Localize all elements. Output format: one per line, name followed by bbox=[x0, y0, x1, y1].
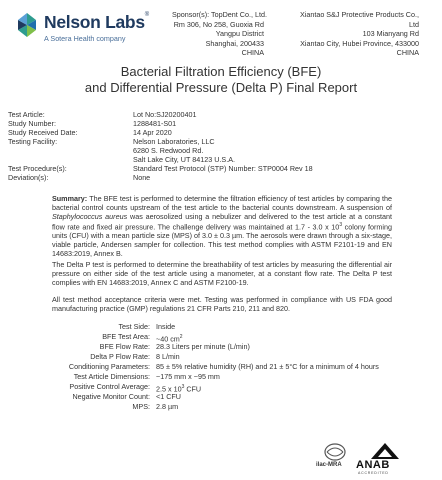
test-article-label: Test Article: bbox=[8, 110, 45, 119]
conditioning-label: Conditioning Parameters: bbox=[68, 362, 150, 371]
positive-control-exponent: 3 bbox=[181, 384, 185, 390]
client-line: CHINA bbox=[396, 48, 419, 58]
anab-accredited-label: ACCREDITED bbox=[358, 471, 389, 475]
brand-tagline: A Sotera Health company bbox=[44, 34, 126, 43]
testing-facility-label: Testing Facility: bbox=[8, 137, 58, 146]
bfe-flow-rate-label: BFE Flow Rate: bbox=[99, 342, 150, 351]
nelson-labs-logo bbox=[14, 10, 164, 48]
test-area-label: BFE Test Area: bbox=[102, 332, 150, 341]
summary-exponent: 3 bbox=[339, 222, 343, 228]
brand-name: Nelson Labs® bbox=[44, 12, 149, 32]
received-date-value: 14 Apr 2020 bbox=[133, 128, 172, 137]
testing-facility-street: 6280 S. Redwood Rd. bbox=[133, 146, 204, 155]
positive-control-label: Positive Control Average: bbox=[69, 382, 150, 391]
mps-value: 2.8 µm bbox=[156, 402, 179, 411]
accreditation-logos bbox=[316, 442, 426, 476]
summary-heading: Summary: bbox=[52, 194, 88, 203]
positive-control-number: 2.5 x 10 bbox=[156, 384, 182, 394]
dimensions-value: ~175 mm x ~95 mm bbox=[156, 372, 220, 381]
summary-text-c: colony forming units (CFU) with a mean particle size (MPS) of 3.0 ± 0.3 µm. The aerosols were drawn through a six-stage, viable particle, Andersen sampler for collection. This test method complies with ASTM F2101-19 and EN 14683:2019, Annex B. bbox=[52, 222, 393, 259]
client-address bbox=[284, 10, 419, 58]
report-title-line1: Bacterial Filtration Efficiency (BFE) bbox=[120, 64, 322, 79]
test-procedure-value: Standard Test Protocol (STP) Number: STP0004 Rev 18 bbox=[133, 164, 313, 173]
report-title bbox=[0, 64, 442, 96]
test-area-exponent: 2 bbox=[179, 334, 183, 340]
report-title-line2: and Differential Pressure (Delta P) Final Report bbox=[84, 80, 358, 95]
delta-p-flow-rate-label: Delta P Flow Rate: bbox=[90, 352, 150, 361]
acceptance-paragraph: All test method acceptance criteria were met. Testing was performed in compliance with US FDA good manufacturing practice (GMP) regulations 21 CFR Parts 210, 211 and 820. bbox=[52, 295, 392, 313]
testing-facility-value: Nelson Laboratories, LLC bbox=[133, 137, 215, 146]
received-date-label: Study Received Date: bbox=[8, 128, 78, 137]
conditioning-value: 85 ± 5% relative humidity (RH) and 21 ± 5°C for a minimum of 4 hours bbox=[156, 362, 379, 371]
sponsor-line: Rm 306, No 258, Guoxia Rd bbox=[173, 19, 264, 29]
summary-species: Staphylococcus aureus bbox=[52, 212, 128, 221]
client-line: Xiantao City, Hubei Province, 433000 bbox=[300, 38, 419, 48]
test-article-value: Lot No:SJ20200401 bbox=[133, 110, 197, 119]
sponsor-address bbox=[172, 10, 267, 58]
study-number-label: Study Number: bbox=[8, 119, 56, 128]
study-number-value: 1288481-S01 bbox=[133, 119, 177, 128]
sponsor-line: Sponsor(s): TopDent Co., Ltd. bbox=[172, 10, 267, 19]
delta-p-flow-rate-value: 8 L/min bbox=[156, 352, 180, 361]
client-line: Ltd bbox=[409, 19, 419, 29]
client-line: 103 Mianyang Rd bbox=[362, 29, 419, 39]
nelson-labs-emblem-icon bbox=[14, 12, 40, 38]
ilac-mra-logo-icon bbox=[324, 442, 346, 462]
positive-control-unit: CFU bbox=[184, 384, 202, 394]
sponsor-line: CHINA bbox=[241, 48, 264, 58]
bfe-flow-rate-value: 28.3 Liters per minute (L/min) bbox=[156, 342, 250, 351]
dimensions-label: Test Article Dimensions: bbox=[73, 372, 150, 381]
anab-label: ANAB bbox=[356, 459, 390, 471]
mps-label: MPS: bbox=[132, 402, 150, 411]
delta-p-paragraph: The Delta P test is performed to determine the breathability of test articles by measuring the differential air pressure on either side of the test article using a manometer, at a constant flow rate. The Delta P test complies with EN 14683:2019, Annex C and ASTM F2100-19. bbox=[52, 260, 392, 287]
test-area-number: ~40 cm bbox=[156, 334, 180, 344]
summary-text-b: was aerosolized using a nebulizer and delivered to the test article at a constant flow rate and fixed air pressure. The challenge delivery was maintained at 1.7 - 3.0 x 10 bbox=[52, 212, 392, 232]
testing-facility-city: Salt Lake City, UT 84123 U.S.A. bbox=[133, 155, 236, 164]
test-procedure-label: Test Procedure(s): bbox=[8, 164, 67, 173]
negative-monitor-label: Negative Monitor Count: bbox=[72, 392, 150, 401]
test-side-label: Test Side: bbox=[118, 322, 150, 331]
negative-monitor-value: <1 CFU bbox=[156, 392, 181, 401]
test-side-value: Inside bbox=[156, 322, 176, 331]
sponsor-line: Yangpu District bbox=[215, 29, 264, 39]
client-line: Xiantao S&J Protective Products Co., bbox=[299, 10, 419, 19]
anab-emblem-icon bbox=[370, 442, 400, 460]
ilac-mra-label: ilac-MRA bbox=[316, 462, 342, 468]
deviations-label: Deviation(s): bbox=[8, 173, 49, 182]
sponsor-line: Shanghai, 200433 bbox=[205, 38, 264, 48]
deviations-value: None bbox=[133, 173, 151, 182]
summary-paragraph bbox=[52, 194, 392, 258]
summary-text-a: The BFE test is performed to determine the filtration efficiency of test articles by comparing the bacterial control counts upstream of the test article to the bacterial counts downstream. A suspension of bbox=[52, 194, 392, 212]
